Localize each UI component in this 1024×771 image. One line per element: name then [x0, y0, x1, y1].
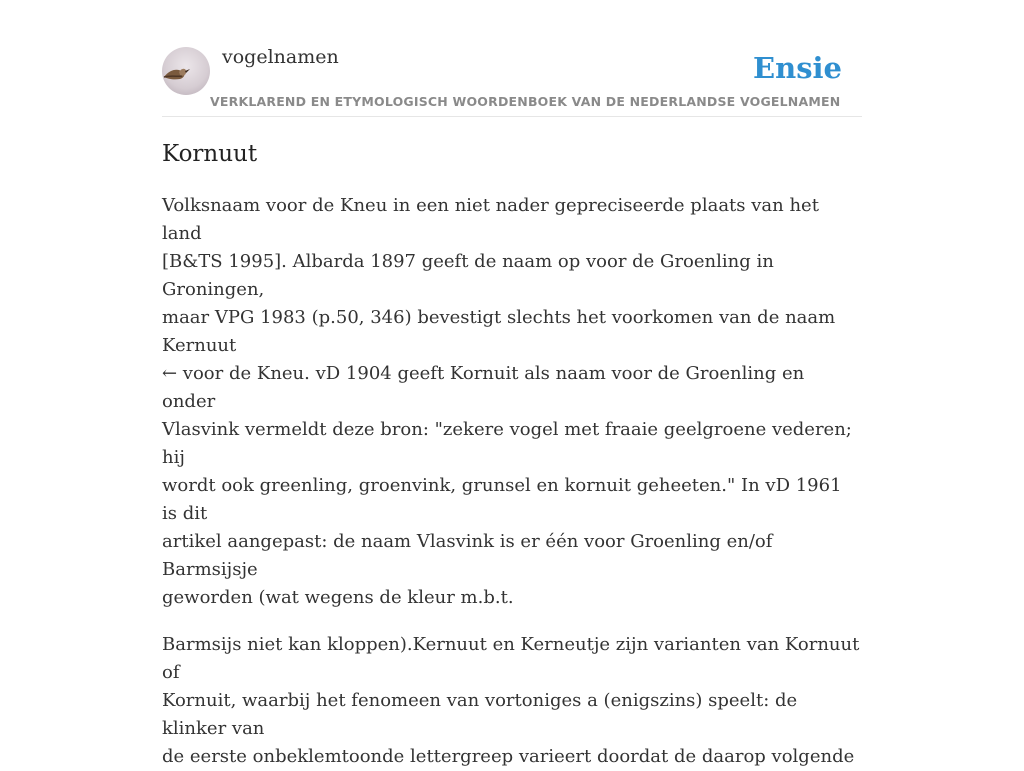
site-header [162, 0, 862, 117]
blog-name-link[interactable]: vogelnamen [222, 46, 339, 68]
ensie-logo[interactable]: Ensie [753, 51, 842, 85]
article-title: Kornuut [162, 141, 258, 167]
blog-avatar[interactable] [162, 47, 210, 95]
bird-avatar-icon [162, 47, 210, 95]
article-paragraph: Barmsijs niet kan kloppen).Kernuut en Kerneutje zijn varianten van Kornuut of Kornuit, waarbij het fenomeen van vortoniges a (enigszins) speelt: de klinker van de eerste onbeklemtoonde lettergreep varieert doordat de daarop volgende [162, 634, 860, 767]
blog-tagline: VERKLAREND EN ETYMOLOGISCH WOORDENBOEK VAN DE NEDERLANDSE VOGELNAMEN [210, 94, 841, 109]
article-paragraph: Volksnaam voor de Kneu in een niet nader gepreciseerde plaats van het land [B&TS 1995]. Albarda 1897 geeft de naam op voor de Groenling in Groningen, maar VPG 1983 (p.50, 346) bevestigt slechts het voorkomen van de naam Kernuut ← voor de Kneu. vD 1904 geeft Kornuit als naam voor de Groenling en onder Vlasvink vermeldt deze bron: "zekere vogel met fraaie geelgroene vederen; hij wordt ook greenling, groenvink, grunsel en kornuit geheeten." In vD 1961 is dit artikel aangepast: de naam Vlasvink is er één voor Groenling en/of Barmsijsje geworden (wat wegens de kleur m.b.t. [162, 195, 852, 608]
article [162, 138, 862, 771]
